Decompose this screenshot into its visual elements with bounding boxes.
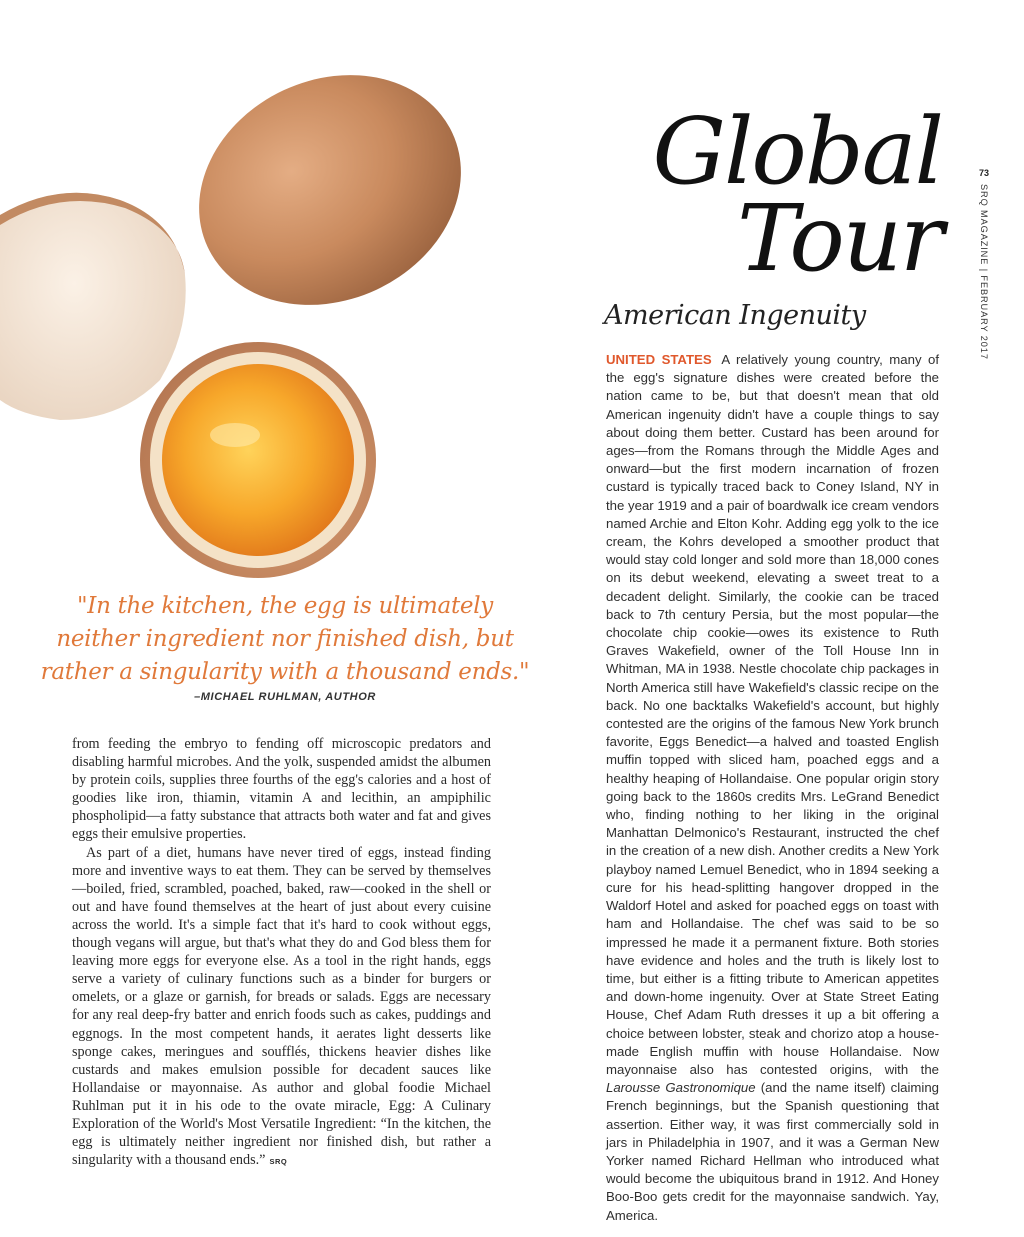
- left-paragraph-1: from feeding the embryo to fending off microscopic predators and disabling harmful microbes. And the yolk, suspended amidst the albumen by protein coils, supplies three fourths of the egg's calories and a host of goodies like iron, thiamin, vitamin A and lecithin, an ampiphilic phospholipid—a fatty substance that attracts both water and fat and gives eggs their emulsive properties.: [72, 736, 491, 843]
- running-header: SRQ MAGAZINE | FEBRUARY 2017: [979, 184, 989, 360]
- section-subhead: American Ingenuity: [604, 300, 866, 331]
- pull-quote-attribution: –MICHAEL RUHLMAN, AUTHOR: [194, 691, 376, 703]
- article-title: [652, 98, 942, 293]
- page-number: 73: [979, 168, 990, 178]
- title-line-2: Tour: [737, 185, 942, 293]
- pull-quote: "In the kitchen, the egg is ultimately neither ingredient nor finished dish, but rather a singularity with a thousand ends.": [40, 593, 530, 685]
- page-folio: [975, 168, 997, 388]
- broken-shell: [0, 193, 186, 420]
- brown-egg: [161, 60, 499, 347]
- right-body-italic: Larousse Gastronomique: [606, 1080, 756, 1096]
- left-column-text: [72, 735, 491, 1171]
- right-column-text: [606, 351, 939, 1225]
- lead-in: UNITED STATES: [606, 352, 712, 367]
- left-paragraph-2-text: As part of a diet, humans have never tired of eggs, instead finding more and inventive ways to eat them. They can be served by themselves—boiled, fried, scrambled, poached, baked, raw—cooked in the shell or out and have found themselves at the heart of just about every cuisine across the world. It's a simple fact that it's hard to cook without eggs, though vegans will argue, but that's what they do and God bless them for leaving more eggs for everyone else. As a tool in the right hands, eggs serve a variety of culinary functions such as a binder for burgers or omelets, or a glaze or garnish, for breads or salads. Eggs are necessary for any real deep-fry batter and enrich foods such as cakes, puddings and eggnogs. In the most competent hands, it aerates light desserts like sponge cakes, meringues and soufflés, thickens heavier dishes like custards and makes emulsion possible for decadent sauces like Hollandaise or mayonnaise. As author and global foodie Michael Ruhlman put it in his ode to the ovate miracle, Egg: A Culinary Exploration of the World's Most Versatile Ingredient: “In the kitchen, the egg is ultimately neither ingredient nor finished dish, but rather a singularity with a thousand ends.”: [72, 844, 491, 1169]
- yolk: [162, 364, 354, 556]
- right-body-text: A relatively young country, many of the egg's signature dishes were created before the nation came to be, but that doesn't mean that old American ingenuity didn't have a couple things to say about doing them better. Custard has been around for ages—from the Romans through the Middle Ages and onward—but the first modern incarnation of frozen custard is typically traced back to Coney Island, NY in the year 1919 and a pair of boardwalk ice cream vendors named Archie and Elton Kohr. Adding egg yolk to the ice cream, the Kohrs developed a smoother product that would stay cold longer and sold more than 18,000 cones on its debut weekend, elevating a sweet treat to a decadent delight. Similarly, the cookie can be traced back to 7th century Persia, but the most popular—the chocolate chip cookie—owes its existence to Ruth Graves Wakefield, owner of the Toll House Inn in Whitman, MA in 1938. Nestle chocolate chip packages in North America still have Wakefield's classic recipe on the back. No one backtalks Wakefield's account, but highly contested are the origins of the famous New York brunch favorite, Eggs Benedict—a halved and toasted English muffin topped with sliced ham, poached eggs and a healthy heaping of Hollandaise. One popular origin story going back to the 1860s credits Mrs. LeGrand Benedict who, finding nothing to her liking in the original Manhattan Delmonico's Restaurant, instructed the chef in the creation of a new dish. Another credits a New York playboy named Lemuel Benedict, who in 1894 seeking a cure for his head-splitting hangover dropped in the Waldorf Hotel and asked for poached eggs on toast with ham and Hollandaise. The chef was said to be so impressed he made it a permanent fixture. Both stories have evidence and holes and the truth is likely lost to time, but either is a fitting tribute to American appetites and down-home ingenuity. Over at State Street Eating House, Chef Adam Ruth dresses it up a bit offering a choice between lobster, steak and chorizo atop a house-made English muffin with house Hollandaise. Now mayonnaise also has contested origins, with the: [606, 352, 940, 1077]
- title-line-1: Global: [652, 98, 942, 205]
- left-paragraph-2: [72, 844, 491, 1172]
- end-mark: SRQ: [269, 1157, 288, 1167]
- right-body-text-end: (and the name itself) claiming French beginnings, but the Spanish questioning that assertion. Either way, it was first commercially sold in jars in Philadelphia in 1907, and it was a German New Yorker named Richard Hellman who introduced what would become the ubiquitous brand in 1912. And Honey Boo-Boo gets credit for the mayonnaise sandwich. Yay, America.: [606, 1080, 939, 1223]
- eggs-photo: [0, 60, 520, 580]
